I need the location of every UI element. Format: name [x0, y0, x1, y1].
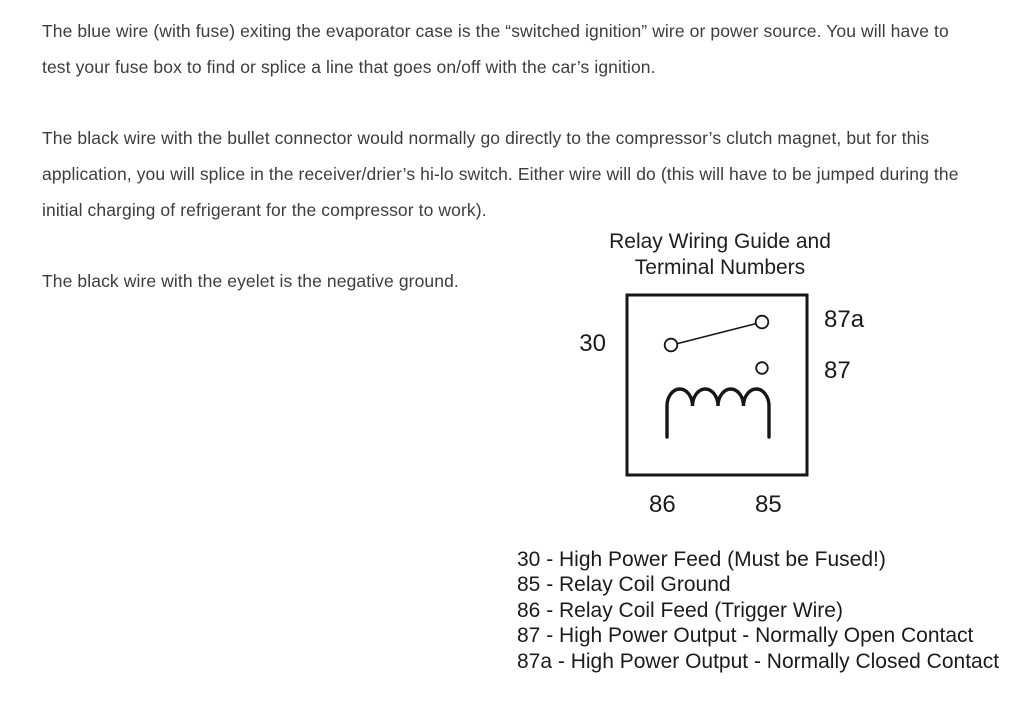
- contact-87a: [756, 316, 769, 329]
- legend-item-87a: 87a - High Power Output - Normally Closed Contact: [517, 649, 1000, 673]
- contact-30-pivot: [665, 339, 678, 352]
- text-line: initial charging of refrigerant for the compressor to work).: [42, 200, 487, 220]
- switch-armature: [677, 324, 756, 344]
- text-line: application, you will splice in the receiver/drier’s hi-lo switch. Either wire will do (this will have to be jumped during the: [42, 164, 959, 184]
- coil-symbol: [667, 389, 769, 437]
- diagram-title: [560, 229, 880, 281]
- contact-87: [756, 362, 768, 374]
- text-line: test your fuse box to find or splice a line that goes on/off with the car’s ignition.: [42, 57, 656, 77]
- terminal-label-86: 86: [649, 491, 676, 518]
- terminal-label-87: 87: [824, 357, 851, 384]
- terminal-label-87a: 87a: [824, 306, 865, 333]
- text-line: The blue wire (with fuse) exiting the evaporator case is the “switched ignition” wire or power source. You will have to: [42, 21, 949, 41]
- diagram-title-line2: Terminal Numbers: [634, 256, 806, 279]
- legend-item-85: 85 - Relay Coil Ground: [517, 573, 731, 597]
- paragraph-blue-wire: [42, 13, 959, 85]
- legend-item-86: 86 - Relay Coil Feed (Trigger Wire): [517, 598, 843, 622]
- legend-item-87: 87 - High Power Output - Normally Open Contact: [517, 624, 974, 648]
- paragraph-black-wire-bullet: [42, 120, 959, 228]
- relay-box: [627, 295, 807, 475]
- terminal-legend: [517, 547, 999, 674]
- terminal-label-30: 30: [579, 330, 606, 357]
- text-line: The black wire with the eyelet is the negative ground.: [42, 271, 459, 291]
- terminal-label-85: 85: [755, 491, 782, 518]
- legend-item-30: 30 - High Power Feed (Must be Fused!): [517, 548, 886, 571]
- text-line: The black wire with the bullet connector would normally go directly to the compressor’s clutch magnet, but for this: [42, 128, 930, 148]
- diagram-title-line1: Relay Wiring Guide and: [609, 230, 831, 253]
